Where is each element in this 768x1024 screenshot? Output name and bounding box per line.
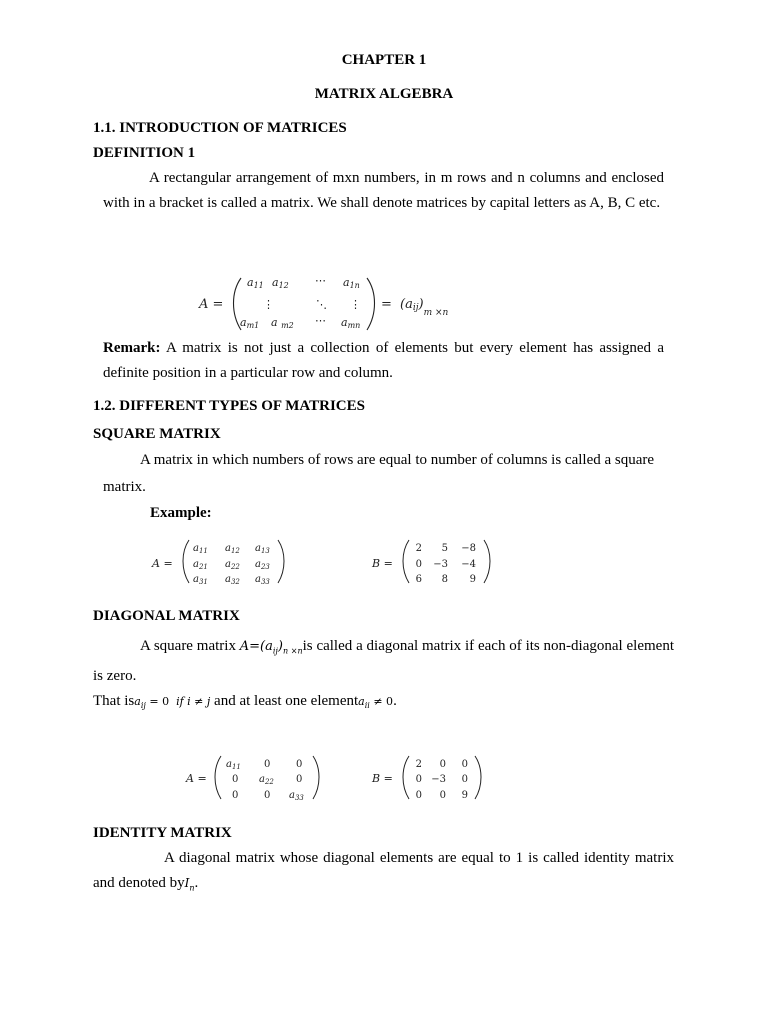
remark-text: A matrix is not just a collection of elements but every element has assigned a definite position in a particular row and column.: [103, 340, 664, 381]
identity-matrix-paragraph: [93, 846, 674, 900]
diag-a-0-6: 0: [264, 790, 271, 801]
square-matrix-heading: SQUARE MATRIX: [93, 426, 221, 442]
general-matrix-lhs: A =: [199, 297, 224, 312]
definition-paragraph: A rectangular arrangement of mxn numbers, in m rows and n columns and enclosed with in a bracket is called a matrix. We shall denote matrices by capital letters as A, B, C etc.: [103, 170, 664, 211]
definition-heading: DEFINITION 1: [93, 145, 196, 161]
sq-b-entry-r1c3: −8: [461, 543, 476, 554]
diag-b-entry-r2c2: −3: [431, 774, 446, 785]
diagonal-matrix-a: [182, 753, 332, 801]
sq-a-a31: $a_{31}$: [193, 574, 208, 586]
sq-a-a33: $a_{33}$: [255, 574, 270, 586]
entry-am2: a m2: [271, 316, 294, 330]
diag-b-entry-r1c1: 2: [415, 759, 422, 770]
diag-a-a33: $a_{33}$: [289, 790, 304, 801]
section-heading-1-1: 1.1. INTRODUCTION OF MATRICES: [93, 120, 347, 136]
diagonal-condition-line: [93, 693, 397, 710]
square-matrix-paragraph: A matrix in which numbers of rows are equal to number of columns is called a square matrix.: [103, 452, 655, 495]
diagonal-condition-2: $a_{ii} \ne 0$: [358, 695, 394, 711]
remark-label: Remark:: [103, 340, 161, 356]
sq-a-a32: $a_{32}$: [225, 574, 240, 586]
sq-b-entry-r2c1: 0: [415, 559, 422, 570]
diag-a-0-5: 0: [232, 790, 239, 801]
square-matrix-a: [148, 536, 298, 586]
general-matrix-rhs: $(aij)_{m \times n}$: [400, 297, 449, 318]
diag-a-0-3: 0: [232, 774, 239, 785]
diag-b-entry-r3c3: 9: [461, 790, 468, 801]
entry-amn: amn: [341, 316, 361, 330]
sq-a-a22: $a_{22}$: [225, 559, 240, 571]
sq-b-entry-r3c3: 9: [469, 574, 476, 585]
that-is-prefix: That is: [93, 693, 135, 709]
sq-a-a23: $a_{23}$: [255, 559, 270, 571]
diag-b-entry-r1c2: 0: [439, 759, 446, 770]
identity-end: .: [194, 875, 199, 891]
diagonal-matrix-paragraph: [93, 634, 674, 689]
entry-a12: a12: [272, 276, 289, 290]
diag-b-label: B =: [372, 772, 393, 785]
diag-b-entry-r3c1: 0: [415, 790, 422, 801]
diag-b-entry-r3c2: 0: [439, 790, 446, 801]
identity-symbol: $I_n$: [184, 876, 195, 893]
sq-a-a12: $a_{12}$: [225, 543, 240, 555]
identity-matrix-heading: IDENTITY MATRIX: [93, 825, 232, 841]
sq-b-entry-r1c1: 2: [415, 543, 422, 554]
that-is-end: .: [393, 693, 397, 709]
sq-b-entry-r3c1: 6: [415, 574, 422, 585]
that-is-mid: and at least one element: [210, 693, 359, 709]
entry-ddots: ⋱: [316, 298, 327, 311]
sq-a-a11: $a_{11}$: [193, 543, 208, 555]
diag-a-0-4: 0: [296, 774, 303, 785]
entry-vdots-2: ⋮: [350, 298, 361, 311]
diagonal-matrix-b: [368, 753, 488, 801]
diagonal-condition-1: $a_{ij} = 0$ if i ≠ j: [134, 695, 211, 711]
diagonal-text-math: $A=(a_{ij})_{n \times n}$: [239, 639, 303, 656]
diag-a-label: A =: [186, 772, 207, 785]
entry-a11: a11: [247, 276, 264, 290]
diag-a-0-2: 0: [296, 759, 303, 770]
sq-a-a21: $a_{21}$: [193, 559, 208, 571]
square-matrix-b: [368, 536, 498, 586]
sq-b-entry-r1c2: 5: [441, 543, 448, 554]
right-paren: [367, 278, 375, 330]
sq-a-a13: $a_{13}$: [255, 543, 270, 555]
square-a-label: A =: [152, 557, 173, 570]
diag-a-a22: $a_{22}$: [259, 774, 274, 786]
diagonal-text-after: is called a diagonal matrix if each of its non-diagonal element is zero.: [93, 638, 674, 684]
sq-b-entry-r3c2: 8: [441, 574, 448, 585]
identity-text: A diagonal matrix whose diagonal elements are equal to 1 is called identity matrix and denoted by: [93, 850, 674, 891]
entry-am1: am1: [240, 316, 260, 330]
diag-b-entry-r1c3: 0: [461, 759, 468, 770]
entry-hdots-2: ⋯: [315, 314, 326, 327]
remark-paragraph: [103, 336, 664, 386]
diag-b-entry-r2c3: 0: [461, 774, 468, 785]
diag-b-entry-r2c1: 0: [415, 774, 422, 785]
example-label: Example:: [150, 505, 212, 521]
general-matrix-equals: =: [381, 297, 392, 312]
entry-vdots-1: ⋮: [263, 298, 274, 311]
diag-a-0-1: 0: [264, 759, 271, 770]
general-matrix-formula: [195, 272, 475, 334]
chapter-heading: CHAPTER 1: [341, 52, 427, 68]
entry-hdots-1: ⋯: [315, 274, 326, 287]
section-heading-1-2: 1.2. DIFFERENT TYPES OF MATRICES: [93, 398, 365, 414]
diagonal-matrix-heading: DIAGONAL MATRIX: [93, 608, 240, 624]
chapter-title: MATRIX ALGEBRA: [314, 86, 454, 102]
diagonal-text-before: A square matrix: [140, 638, 240, 654]
square-b-label: B =: [372, 557, 393, 570]
sq-b-entry-r2c2: −3: [433, 559, 448, 570]
entry-a1n: a1n: [343, 276, 360, 290]
sq-b-entry-r2c3: −4: [461, 559, 476, 570]
diag-a-a11: $a_{11}$: [226, 759, 241, 771]
